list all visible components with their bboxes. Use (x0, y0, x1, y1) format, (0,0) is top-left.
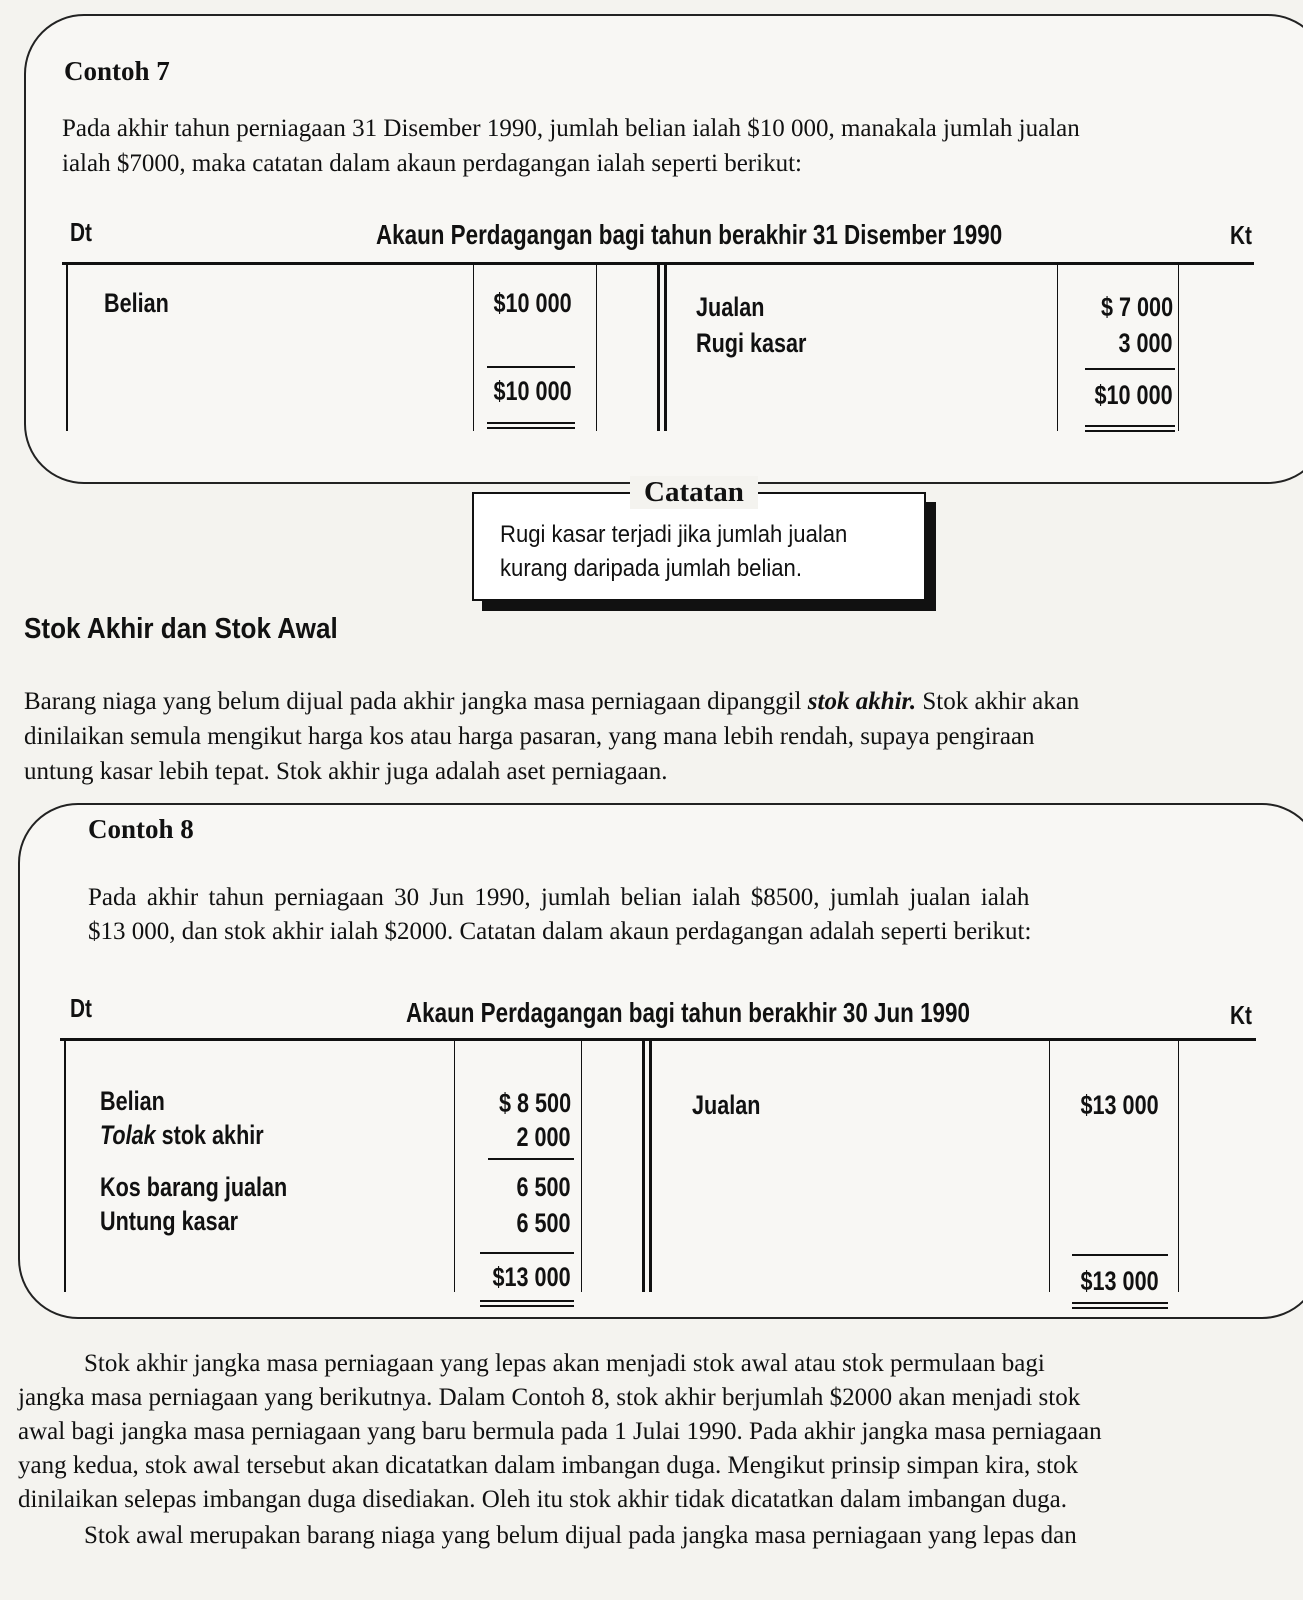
contoh-7-debit-label-0: Belian (104, 288, 169, 318)
contoh-8-para-line2: $13 000, dan stok akhir ialah $2000. Catatan dalam akaun perdagangan adalah seperti berikut: (88, 918, 1032, 945)
closing-line1: Stok akhir jangka masa perniagaan yang lepas akan menjadi stok awal atau stok permulaan bagi (84, 1350, 1045, 1377)
contoh-7-left-rule (66, 263, 68, 431)
catatan-line1: Rugi kasar terjadi jika jumlah jualan (500, 521, 848, 548)
contoh-8-debit-label-0: Belian (100, 1086, 165, 1116)
contoh-8-debit-subtotal-rule-1 (488, 1158, 574, 1160)
contoh-7-credit-subtotal-rule (1085, 368, 1175, 370)
contoh-8-credit-amount-rule (1049, 1040, 1050, 1292)
section-heading: Stok Akhir dan Stok Awal (24, 613, 338, 645)
contoh-8-debit-label-2: Kos barang jualan (100, 1172, 288, 1202)
contoh-8-credit-label-0: Jualan (692, 1090, 761, 1120)
contoh-7-debit-end-rule (596, 263, 597, 431)
section-paragraph-line3: untung kasar lebih tepat. Stok akhir juga adalah aset perniagaan. (24, 758, 668, 785)
contoh-8-top-rule (60, 1038, 1256, 1041)
stok-akhir-term: stok akhir. (807, 688, 917, 715)
contoh-8-debit-amount-0: $ 8 500 (498, 1088, 571, 1118)
contoh-8-para-line1: Pada akhir tahun perniagaan 30 Jun 1990, jumlah belian ialah $8500, jumlah jualan ialah (88, 884, 1030, 911)
contoh-7-credit-amount-rule (1057, 263, 1058, 431)
contoh-8-title: Contoh 8 (88, 814, 194, 844)
contoh-7-credit-total: $10 000 (1094, 380, 1173, 410)
contoh-7-debit-total: $10 000 (493, 376, 572, 406)
contoh-7-dt-label: Dt (70, 217, 92, 247)
closing-line2: jangka masa perniagaan yang berikutnya. Dalam Contoh 8, stok akhir berjumlah $2000 akan menjadi stok (18, 1384, 1081, 1411)
contoh-7-center-rule-2 (664, 263, 667, 431)
contoh-8-debit-amount-3: 6 500 (516, 1208, 571, 1238)
contoh-7-para-line2: ialah $7000, maka catatan dalam akaun perdagangan ialah seperti berikut: (62, 150, 802, 177)
contoh-8-debit-label-1-rest: stok akhir (155, 1120, 264, 1150)
contoh-7-credit-label-1: Rugi kasar (696, 328, 807, 358)
contoh-8-credit-total: $13 000 (1080, 1266, 1159, 1296)
contoh-8-debit-label-3: Untung kasar (100, 1206, 239, 1236)
contoh-7-credit-amount-0: $ 7 000 (1100, 292, 1173, 322)
tolak-term: Tolak (100, 1120, 156, 1150)
section-paragraph-line1-pre: Barang niaga yang belum dijual pada akhir jangka masa perniagaan dipanggil (24, 688, 808, 715)
contoh-8-debit-subtotal-rule-2 (480, 1252, 574, 1254)
contoh-8-credit-total-double-rule (1072, 1302, 1168, 1309)
section-paragraph-line2: dinilaikan semula mengikut harga kos atau harga pasaran, yang mana lebih rendah, supaya pengiraan (24, 723, 1035, 750)
catatan-line2: kurang daripada jumlah belian. (500, 555, 802, 582)
contoh-8-dt-label: Dt (70, 993, 92, 1023)
contoh-8-center-rule-2 (649, 1040, 652, 1292)
closing-line4: yang kedua, stok awal tersebut akan dicatatkan dalam imbangan duga. Mengikut prinsip simpan kira, stok (18, 1452, 1079, 1479)
contoh-7-debit-amount-0: $10 000 (493, 288, 572, 318)
contoh-8-debit-total-double-rule (480, 1300, 574, 1307)
contoh-7-debit-total-double-rule (487, 422, 575, 429)
contoh-7-para-line1: Pada akhir tahun perniagaan 31 Disember 1990, jumlah belian ialah $10 000, manakala jumlah jualan (62, 115, 1080, 142)
section-paragraph-line1 (24, 684, 1079, 720)
contoh-7-credit-total-double-rule (1085, 425, 1175, 432)
contoh-7-account-title: Akaun Perdagangan bagi tahun berakhir 31 Disember 1990 (376, 219, 1003, 250)
contoh-7-debit-subtotal-rule (487, 366, 575, 368)
contoh-8-center-rule-1 (642, 1040, 645, 1292)
contoh-7-right-rule (1178, 263, 1179, 431)
contoh-8-kt-label: Kt (1230, 1000, 1252, 1030)
closing-line3: awal bagi jangka masa perniagaan yang baru bermula pada 1 Julai 1990. Pada akhir jangka masa perniagaan (18, 1418, 1102, 1445)
contoh-8-debit-label-1 (100, 1120, 264, 1151)
contoh-7-title: Contoh 7 (64, 56, 170, 86)
closing-line6: Stok awal merupakan barang niaga yang belum dijual pada jangka masa perniagaan yang lepas dan (84, 1522, 1077, 1549)
contoh-7-debit-amount-rule (473, 263, 474, 431)
catatan-heading: Catatan (630, 476, 758, 509)
closing-line5: dinilaikan selepas imbangan duga disediakan. Oleh itu stok akhir tidak dicatatkan dalam imbangan duga. (18, 1486, 1068, 1513)
section-paragraph-line1-post: Stok akhir akan (916, 688, 1080, 715)
contoh-8-debit-amount-rule (454, 1040, 455, 1292)
contoh-8-debit-amount-1: 2 000 (516, 1122, 571, 1152)
contoh-8-left-rule (64, 1040, 66, 1292)
contoh-8-debit-total: $13 000 (492, 1262, 571, 1292)
contoh-8-right-rule (1178, 1040, 1179, 1292)
contoh-7-credit-label-0: Jualan (696, 292, 765, 322)
contoh-8-account-title: Akaun Perdagangan bagi tahun berakhir 30 Jun 1990 (406, 997, 970, 1028)
contoh-7-kt-label: Kt (1230, 220, 1252, 250)
contoh-8-credit-amount-0: $13 000 (1080, 1090, 1159, 1120)
contoh-8-debit-end-rule (581, 1040, 582, 1292)
contoh-8-credit-subtotal-rule (1072, 1254, 1168, 1256)
contoh-7-center-rule-1 (657, 263, 660, 431)
contoh-8-debit-amount-2: 6 500 (516, 1172, 571, 1202)
contoh-7-credit-amount-1: 3 000 (1118, 328, 1173, 358)
